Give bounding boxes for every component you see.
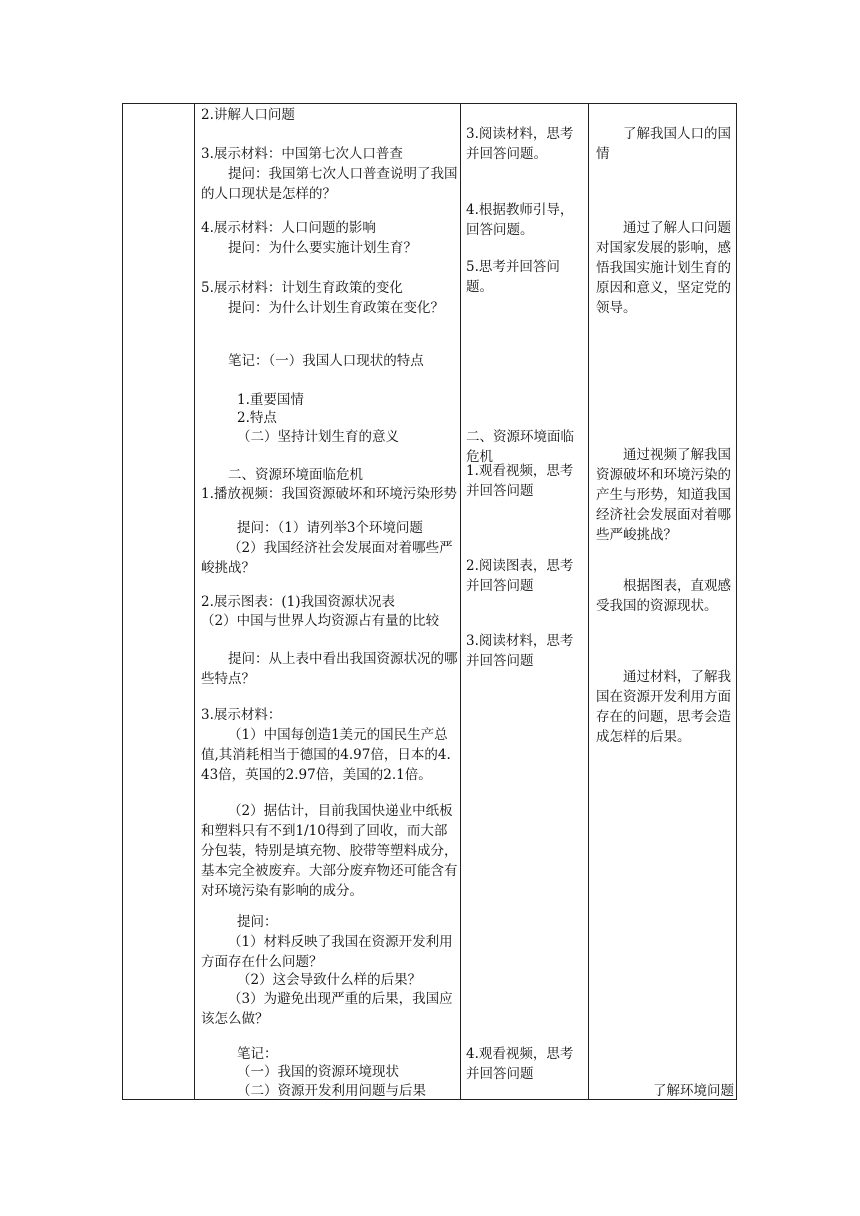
material-3-paragraph-2: （2）据估计，目前我国快递业中纸板和塑料只有不到1/10得到了回收，而大部分包装，特别是填充物、胶带等塑料成分，基本完全被废弃。大部分废弃物还可能含有对环境污染有影响的成分。 bbox=[201, 803, 458, 899]
item-4-question: 提问：为什么要实施计划生育？ bbox=[228, 240, 417, 256]
intent-paragraph-5: 通过材料，了解我国在资源开发利用方面存在的问题，思考会造成怎样的后果。 bbox=[596, 669, 731, 745]
column-divider bbox=[588, 104, 589, 1099]
student-section-2-heading: 二、资源环境面临危机 bbox=[466, 429, 574, 465]
student-item-4: 4.根据教师引导，回答问题。 bbox=[466, 202, 574, 238]
student-step-4: 4.观看视频，思考并回答问题 bbox=[466, 1046, 574, 1082]
item-4-title: 4.展示材料：人口问题的影响 bbox=[201, 220, 376, 236]
video-1-question-2: （2）我国经济社会发展面对着哪些严峻挑战？ bbox=[201, 540, 453, 576]
item-5-title: 5.展示材料：计划生育政策的变化 bbox=[201, 280, 403, 296]
item-3-question: 提问：我国第七次人口普查说明了我国的人口现状是怎样的？ bbox=[201, 166, 458, 202]
intent-paragraph-2: 通过了解人口问题对国家发展的影响，感悟我国实施计划生育的原因和意义，坚定党的领导。 bbox=[596, 220, 731, 316]
student-step-2: 2.阅读图表，思考并回答问题 bbox=[466, 558, 574, 594]
intent-paragraph-4: 根据图表，直观感受我国的资源现状。 bbox=[596, 578, 731, 614]
note-2-heading: 笔记： bbox=[237, 1046, 278, 1062]
student-step-3: 3.阅读材料，思考并回答问题 bbox=[466, 633, 574, 669]
note-1-heading: 笔记：（一）我国人口现状的特点 bbox=[228, 353, 424, 369]
material-3-title: 3.展示材料： bbox=[201, 707, 282, 723]
note-1-point-a: 1.重要国情 bbox=[237, 392, 304, 408]
video-1-title: 1.播放视频：我国资源破坏和环境污染形势 bbox=[201, 486, 457, 502]
student-item-3: 3.阅读材料，思考并回答问题。 bbox=[466, 126, 574, 162]
chart-2-question: 提问：从上表中看出我国资源状况的哪些特点？ bbox=[201, 651, 458, 687]
intent-paragraph-1: 了解我国人口的国情 bbox=[596, 126, 731, 162]
item-2: 2.讲解人口问题 bbox=[201, 107, 295, 123]
material-3-question-2: （2）这会导致什么样的后果？ bbox=[237, 972, 422, 988]
video-1-question-1: 提问：（1）请列举3个环境问题 bbox=[237, 520, 423, 536]
section-2-heading: 二、资源环境面临危机 bbox=[228, 467, 363, 483]
student-step-1: 1.观看视频，思考并回答问题 bbox=[466, 463, 574, 499]
intent-paragraph-3: 通过视频了解我国资源破坏和环境污染的产生与形势，知道我国经济社会发展面对着哪些严峻挑战？ bbox=[596, 447, 731, 543]
item-3-title: 3.展示材料：中国第七次人口普查 bbox=[201, 146, 403, 162]
chart-2-title: 2.展示图表：(1)我国资源状况表 bbox=[201, 594, 396, 610]
item-5-question: 提问：为什么计划生育政策在变化？ bbox=[228, 300, 444, 316]
note-2-point-a: （一）我国的资源环境现状 bbox=[237, 1064, 399, 1080]
column-divider bbox=[194, 104, 195, 1099]
note-1-point-b: 2.特点 bbox=[237, 410, 277, 426]
material-3-question-label: 提问： bbox=[237, 914, 278, 930]
material-3-paragraph-1: （1）中国每创造1美元的国民生产总值,其消耗相当于德国的4.97倍，日本的4.43倍，英国的2.97倍，美国的2.1倍。 bbox=[201, 727, 451, 783]
note-2-point-b: （二）资源开发利用问题与后果 bbox=[237, 1083, 426, 1099]
material-3-question-3: （3）为避免出现严重的后果，我国应该怎么做？ bbox=[201, 991, 453, 1027]
note-1-point-c: （二）坚持计划生育的意义 bbox=[237, 429, 399, 445]
lesson-plan-table bbox=[122, 103, 737, 1100]
column-divider bbox=[460, 104, 461, 1099]
chart-2-title-2: （2）中国与世界人均资源占有量的比较 bbox=[201, 613, 440, 629]
student-item-5: 5.思考并回答问题。 bbox=[466, 259, 560, 295]
material-3-question-1: （1）材料反映了我国在资源开发利用方面存在什么问题？ bbox=[201, 934, 453, 970]
intent-paragraph-6: 了解环境问题 bbox=[653, 1083, 734, 1099]
